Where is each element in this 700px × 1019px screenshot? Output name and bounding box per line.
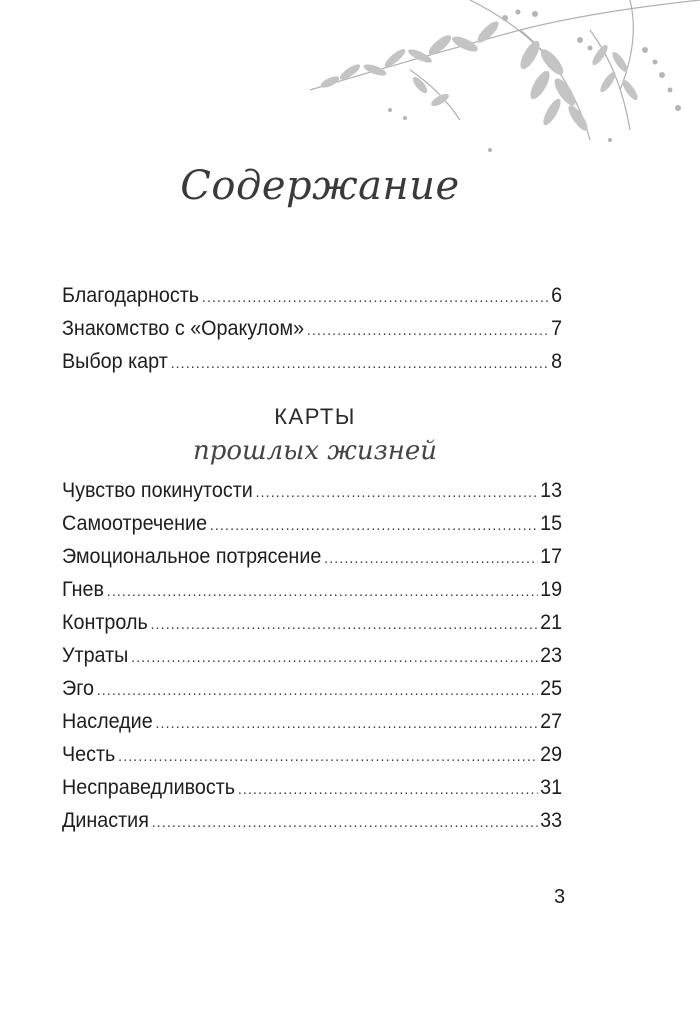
toc-entry[interactable] — [62, 611, 562, 644]
toc-entry[interactable] — [62, 578, 562, 611]
toc-entry-page: 27 — [540, 710, 563, 733]
toc-entry-label: Выбор карт — [62, 350, 168, 373]
toc-entry-label: Династия — [62, 809, 149, 832]
toc-entry-page: 23 — [540, 644, 563, 667]
toc-intro-list — [62, 284, 562, 383]
dot-leader — [210, 517, 537, 534]
dot-leader — [97, 682, 538, 699]
toc-entry-label: Несправедливость — [62, 776, 236, 799]
dot-leader — [307, 322, 548, 339]
dot-leader — [256, 484, 538, 501]
toc-entry[interactable] — [62, 677, 562, 710]
toc-entry[interactable] — [62, 479, 562, 512]
dot-leader — [131, 649, 537, 666]
dot-leader — [156, 715, 538, 732]
toc-entry-page: 19 — [540, 578, 563, 601]
page-title: Содержание — [180, 163, 460, 209]
toc-cards-list — [62, 479, 562, 842]
toc-entry[interactable] — [62, 644, 562, 677]
toc-entry-label: Самоотречение — [62, 512, 208, 535]
dot-leader — [151, 616, 538, 633]
toc-entry-page: 17 — [540, 545, 563, 568]
toc-entry-page: 33 — [540, 809, 563, 832]
toc-entry-page: 15 — [540, 512, 563, 535]
toc-entry-label: Эго — [62, 677, 94, 700]
toc-entry[interactable] — [62, 284, 562, 317]
toc-entry[interactable] — [62, 317, 562, 350]
dot-leader — [238, 781, 537, 798]
toc-entry-page: 31 — [540, 776, 563, 799]
toc-entry-label: Честь — [62, 743, 116, 766]
toc-entry[interactable] — [62, 710, 562, 743]
toc-entry-label: Эмоциональное потрясение — [62, 545, 322, 568]
toc-entry-page: 7 — [551, 317, 563, 340]
toc-entry-page: 6 — [551, 284, 563, 307]
toc-entry[interactable] — [62, 545, 562, 578]
page-number: 3 — [554, 886, 566, 908]
toc-entry-label: Контроль — [62, 611, 148, 634]
dot-leader — [324, 550, 537, 567]
dot-leader — [171, 355, 549, 372]
toc-entry-label: Чувство покинутости — [62, 479, 253, 502]
toc-entry-page: 8 — [551, 350, 563, 373]
toc-entry[interactable] — [62, 350, 562, 383]
dot-leader — [152, 814, 538, 831]
toc-entry[interactable] — [62, 809, 562, 842]
toc-entry[interactable] — [62, 743, 562, 776]
dot-leader — [107, 583, 538, 600]
toc-entry-label: Наследие — [62, 710, 153, 733]
dot-leader — [202, 289, 548, 306]
toc-entry-label: Знакомство с «Оракулом» — [62, 317, 305, 340]
section-heading: КАРТЫ — [274, 404, 356, 429]
toc-entry-label: Гнев — [62, 578, 104, 601]
toc-entry[interactable] — [62, 512, 562, 545]
toc-entry-page: 21 — [540, 611, 563, 634]
section-subheading: прошлых жизней — [192, 436, 438, 466]
dot-leader — [118, 748, 537, 765]
toc-entry-page: 13 — [540, 479, 563, 502]
toc-entry-label: Утраты — [62, 644, 129, 667]
botanical-ornament-icon — [290, 0, 700, 160]
toc-entry-label: Благодарность — [62, 284, 200, 307]
toc-entry-page: 29 — [540, 743, 563, 766]
toc-entry[interactable] — [62, 776, 562, 809]
toc-entry-page: 25 — [540, 677, 563, 700]
